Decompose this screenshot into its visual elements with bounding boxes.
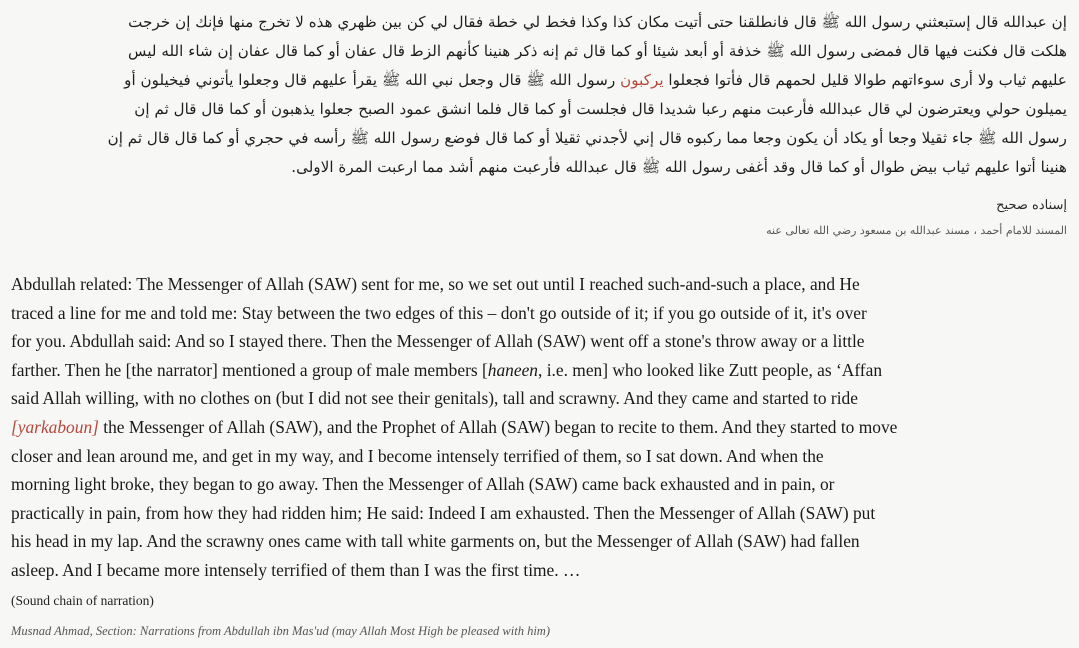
arabic-line-4: يميلون حولي ويعترضون لي قال عبدالله فأرعبت منهم رعبا شديدا قال فجلست أو كما قال فلما انشق عمود الصبح جعلوا يذهبون أو كما قال قال ثم إن (134, 100, 1067, 118)
english-line-6-rest: the Messenger of Allah (SAW), and the Prophet of Allah (SAW) began to recite to them. And they started to move (98, 416, 898, 437)
english-term-yarkaboun: [yarkaboun] (11, 416, 99, 437)
english-line-9: practically in pain, from how they had ridden him; He said: Indeed I am exhausted. Then the Messenger of Allah (SAW) put (11, 502, 876, 523)
english-chain-grading: (Sound chain of narration) (11, 593, 154, 608)
english-line-5: said Allah willing, with no clothes on (but I did not see their genitals), tall and scrawny. And they came and started to ride (11, 388, 858, 409)
english-translation-block (11, 270, 1071, 585)
arabic-text-block (10, 8, 1067, 182)
english-line-8: morning light broke, they began to go away. Then the Messenger of Allah (SAW) came back exhausted and in pain, or (11, 474, 835, 495)
arabic-line-5: رسول الله ﷺ جاء ثقيلا وجعا أو يكاد أن يكون وجعا مما ركبوه قال إني لأجدني ثقيلا أو كما قال فوضع رسول الله ﷺ رأسه في حجري أو كما قال قال ثم إن (107, 129, 1067, 147)
arabic-highlight-word: يركبون (620, 71, 664, 89)
english-line-3: for you. Abdullah said: And so I stayed there. Then the Messenger of Allah (SAW) went off a stone's throw away or a little (11, 331, 865, 352)
english-line-4-start: farther. Then he [the narrator] mentioned a group of male members [ (11, 359, 488, 380)
arabic-line-3-part1: عليهم ثياب ولا أرى سوءاتهم طوالا قليل لحمهم قال فأتوا فجعلوا (668, 71, 1067, 89)
arabic-line-3 (10, 66, 1067, 95)
arabic-line-6: هنينا أتوا عليهم ثياب بيض طوال أو كما قال وقد أغفى رسول الله ﷺ قال عبدالله فأرعبت منهم أشد مما ارعبت المرة الاولى. (291, 158, 1067, 176)
arabic-source-reference: المسند للامام أحمد ، مسند عبدالله بن مسعود رضي الله تعالى عنه (766, 224, 1067, 237)
english-line-7: closer and lean around me, and get in my way, and I become intensely terrified of them, so I sat down. And when the (11, 445, 824, 466)
english-line-6 (11, 413, 1071, 442)
english-line-2: traced a line for me and told me: Stay between the two edges of this – don't go outside of it; if you go outside of it, it's over (11, 302, 867, 323)
english-line-11: asleep. And I became more intensely terrified of them than I was the first time. … (11, 559, 581, 580)
english-line-4 (11, 356, 1071, 385)
english-term-haneen: haneen (487, 359, 538, 380)
english-line-1: Abdullah related: The Messenger of Allah (SAW) sent for me, so we set out until I reached such-and-such a place, and He (11, 274, 860, 294)
arabic-line-1: إن عبدالله قال إستبعثني رسول الله ﷺ قال فانطلقنا حتى أتيت مكان كذا وكذا فخط لي خطة فقال لي كن بين ظهري هذه لا تخرج منها فإنك إن خرجت (128, 13, 1067, 31)
arabic-line-2: هلكت قال فكنت فيها قال فمضى رسول الله ﷺ خذفة أو أبعد شيئا أو كما قال ثم إنه ذكر هنينا كأنهم الزط قال عفان أو كما قال عفان إن شاء الله ليس (127, 42, 1067, 60)
english-line-4-end: , i.e. men] who looked like Zutt people, as ‘Affan (538, 359, 883, 380)
arabic-line-3-part2: رسول الله ﷺ قال وجعل نبي الله ﷺ يقرأ عليهم قال وجعلوا يأتوني فيخيلون أو (124, 71, 616, 89)
arabic-chain-grading: إسناده صحيح (996, 198, 1067, 213)
english-source-reference: Musnad Ahmad, Section: Narrations from Abdullah ibn Mas'ud (may Allah Most High be pleased with him) (11, 624, 550, 638)
english-line-10: his head in my lap. And the scrawny ones came with tall white garments on, but the Messenger of Allah (SAW) had fallen (11, 531, 860, 552)
